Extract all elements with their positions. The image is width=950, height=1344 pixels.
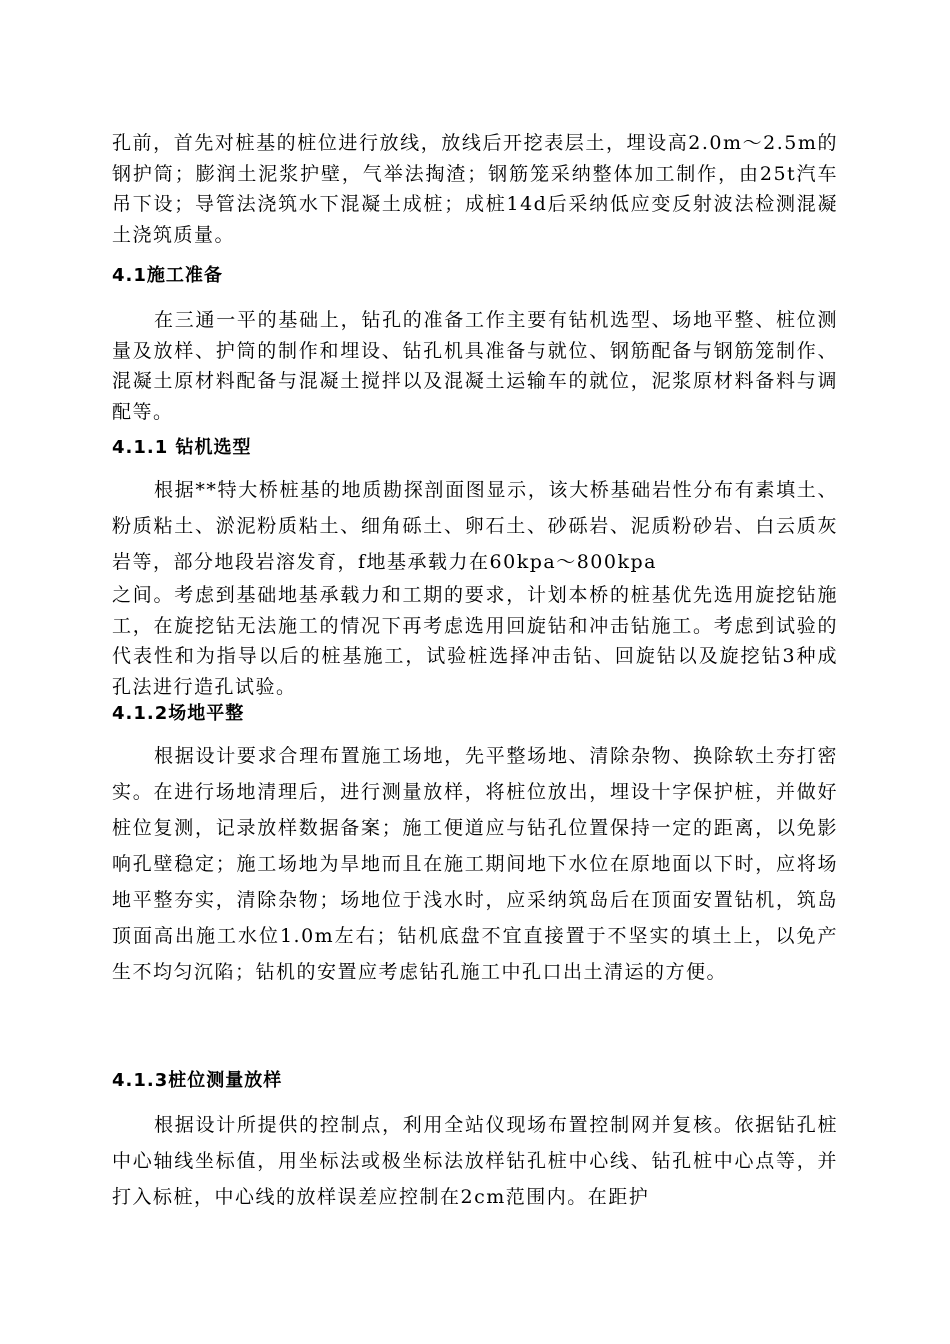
rig-selection-paragraph-a: 根据**特大桥桩基的地质勘探剖面图显示，该大桥基础岩性分布有素填土、粉质粘土、淤泥粉质粘土、细角砾土、卵石土、砂砾岩、泥质粉砂岩、白云质灰岩等，部分地段岩溶发育，f地基承载力在60kpa～800kpa: [112, 479, 838, 573]
preparation-paragraph: 在三通一平的基础上，钻孔的准备工作主要有钻机选型、场地平整、桩位测量及放样、护筒的制作和埋设、钻孔机具准备与就位、钢筋配备与钢筋笼制作、混凝土原材料配备与混凝土搅拌以及混凝土运输车的就位，泥浆原材料备料与调配等。: [112, 309, 838, 423]
section-heading-4-1-1: 4.1.1 钻机选型: [112, 437, 252, 458]
pile-survey-paragraph: 根据设计所提供的控制点，利用全站仪现场布置控制网并复核。依据钻孔桩中心轴线坐标值，用坐标法或极坐标法放样钻孔桩中心线、钻孔桩中心点等，并打入标桩，中心线的放样误差应控制在2cm范围内。在距护: [112, 1114, 838, 1208]
section-heading-4-1: 4.1施工准备: [112, 265, 223, 286]
intro-paragraph: 孔前，首先对桩基的桩位进行放线，放线后开挖表层土，埋设高2.0m～2.5m的钢护筒；膨润土泥浆护壁，气举法掏渣；钢筋笼采纳整体加工制作，由25t汽车吊下设；导管法浇筑水下混凝土成桩；成桩14d后采纳低应变反射波法检测混凝土浇筑质量。: [112, 132, 838, 246]
section-heading-4-1-3: 4.1.3桩位测量放样: [112, 1070, 283, 1091]
rig-selection-paragraph-b: 之间。考虑到基础地基承载力和工期的要求，计划本桥的桩基优先选用旋挖钻施工，在旋挖钻无法施工的情况下再考虑选用回旋钻和冲击钻施工。考虑到试验的代表性和为指导以后的桩基施工，试验桩选择冲击钻、回旋钻以及旋挖钻3种成孔法进行造孔试验。: [112, 584, 838, 698]
section-heading-4-1-2: 4.1.2场地平整: [112, 703, 245, 724]
site-leveling-paragraph: 根据设计要求合理布置施工场地，先平整场地、清除杂物、换除软土夯打密实。在进行场地清理后，进行测量放样，将桩位放出，埋设十字保护桩，并做好桩位复测，记录放样数据备案；施工便道应与钻孔位置保持一定的距离，以免影响孔壁稳定；施工场地为旱地而且在施工期间地下水位在原地面以下时，应将场地平整夯实，清除杂物；场地位于浅水时，应采纳筑岛后在顶面安置钻机，筑岛顶面高出施工水位1.0m左右；钻机底盘不宜直接置于不坚实的填土上，以免产生不均匀沉陷；钻机的安置应考虑钻孔施工中孔口出土清运的方便。: [112, 745, 838, 983]
